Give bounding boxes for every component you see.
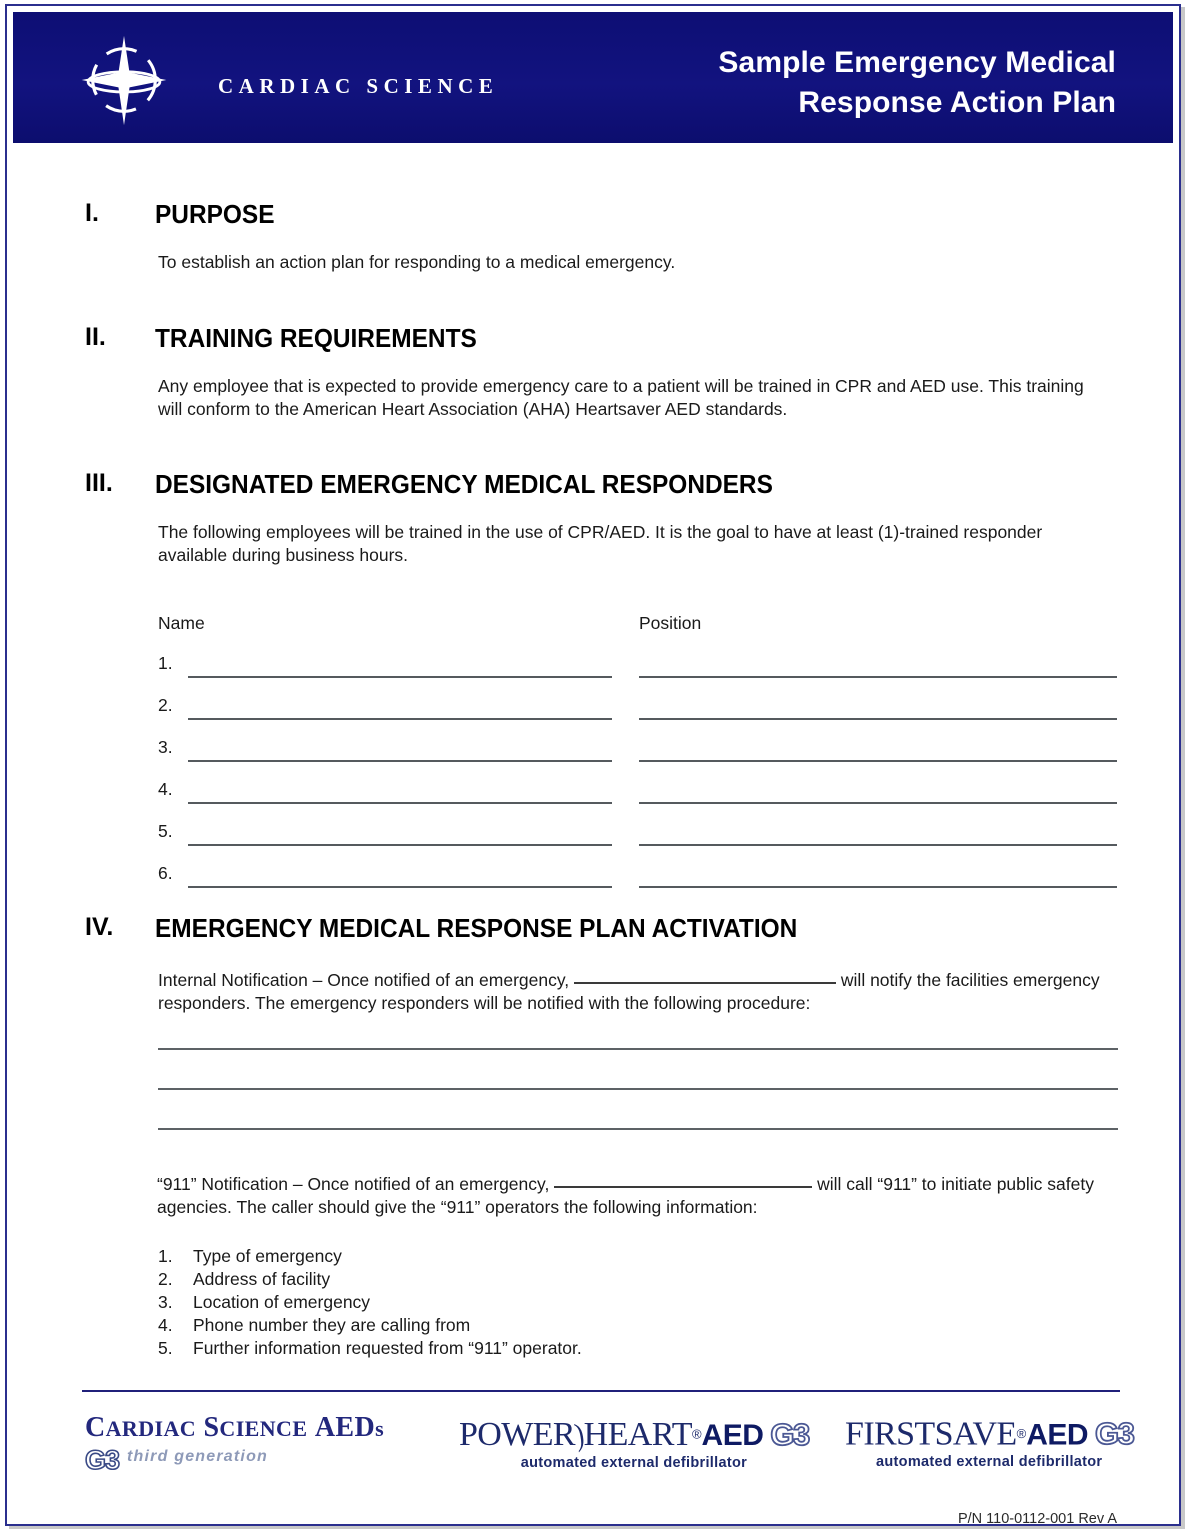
fs-ave: AVE <box>952 1415 1017 1453</box>
firstsave-wordmark <box>845 1417 1133 1457</box>
section-body: The following employees will be trained in the use of CPR/AED. It is the goal to have at least (1)-trained responder available during business hours. <box>158 522 1043 565</box>
column-header-name: Name <box>158 613 205 633</box>
section-number: IV. <box>85 913 114 941</box>
info-item-text: Phone number they are calling from <box>193 1315 471 1335</box>
section-title: TRAINING REQUIREMENTS <box>155 323 477 353</box>
g3-badge: G3 <box>85 1445 120 1475</box>
responder-name-field-3[interactable] <box>188 760 612 762</box>
responder-name-field-4[interactable] <box>188 802 612 804</box>
nine11-notification-line2: agencies. The caller should give the “911” operators the following information: <box>157 1197 758 1217</box>
powerheart-tagline: automated external defibrillator <box>520 1455 748 1471</box>
responder-position-field-6[interactable] <box>639 886 1117 888</box>
info-item-number: 4. <box>158 1315 173 1335</box>
ph-aed: AED <box>701 1419 764 1452</box>
registered-mark-icon: ® <box>691 1426 702 1442</box>
cardiac-science-aeds-logo <box>85 1412 385 1475</box>
g3-badge: G3 <box>770 1417 809 1452</box>
section-title: DESIGNATED EMERGENCY MEDICAL RESPONDERS <box>155 469 773 499</box>
section-body: To establish an action plan for responding to a medical emergency. <box>158 252 676 272</box>
cs-aed: AED <box>314 1412 376 1443</box>
brand-wordmark-text: CARDIAC SCIENCE <box>218 74 499 98</box>
nine11-caller-field[interactable] <box>554 1186 812 1188</box>
ph-heart: HEART <box>583 1416 692 1453</box>
third-generation-tagline: third generation <box>127 1448 269 1465</box>
responder-row-number: 5. <box>158 821 173 841</box>
firstsave-aed-g3-logo <box>845 1417 1133 1470</box>
ph-swoosh-icon: ) <box>572 1415 587 1453</box>
responder-row-number: 3. <box>158 737 173 757</box>
compass-star-icon <box>78 34 170 126</box>
info-item-number: 1. <box>158 1246 173 1266</box>
responder-position-field-2[interactable] <box>639 718 1117 720</box>
procedure-blank-line-2[interactable] <box>158 1088 1118 1090</box>
responder-position-field-5[interactable] <box>639 844 1117 846</box>
powerheart-wordmark <box>459 1417 809 1458</box>
document-title <box>556 43 1116 123</box>
info-item-text: Type of emergency <box>193 1246 342 1266</box>
info-item-number: 5. <box>158 1338 173 1358</box>
section-number: III. <box>85 469 113 497</box>
cs-aeds-s: s <box>375 1416 385 1441</box>
responder-position-field-3[interactable] <box>639 760 1117 762</box>
part-number: P/N 110-0112-001 Rev A <box>957 1511 1117 1526</box>
responder-name-field-1[interactable] <box>188 676 612 678</box>
document-page <box>5 4 1181 1526</box>
responder-row-number: 6. <box>158 863 173 883</box>
firstsave-tagline: automated external defibrillator <box>876 1454 1103 1471</box>
document-title-line1: Sample Emergency Medical <box>718 46 1116 79</box>
document-body <box>7 143 1179 1525</box>
info-item-text: Address of facility <box>193 1269 331 1289</box>
responder-name-field-5[interactable] <box>188 844 612 846</box>
cardiac-science-aeds-wordmark <box>85 1413 384 1444</box>
fs-f: F <box>845 1415 864 1453</box>
section-title: PURPOSE <box>155 199 275 229</box>
info-item-number: 3. <box>158 1292 173 1312</box>
fs-irst: IRST <box>863 1415 935 1453</box>
internal-notifier-field[interactable] <box>574 982 836 984</box>
g3-badge: G3 <box>1095 1416 1134 1452</box>
nine11-notification-suffix: will call “911” to initiate public safety <box>817 1174 1094 1194</box>
cardiac-science-aeds-sub <box>85 1445 384 1475</box>
footer-divider <box>82 1390 1120 1392</box>
cs-ardiac: ARDIAC <box>105 1416 197 1441</box>
cs-s: S <box>203 1412 220 1443</box>
registered-mark-icon: ® <box>1016 1426 1027 1441</box>
info-item-text: Further information requested from “911” operator. <box>193 1338 582 1358</box>
cs-cience: CIENCE <box>219 1416 308 1441</box>
powerheart-aed-g3-logo <box>459 1417 809 1471</box>
nine11-notification-paragraph <box>157 1173 1125 1219</box>
procedure-blank-line-3[interactable] <box>158 1128 1118 1130</box>
responder-position-field-4[interactable] <box>639 802 1117 804</box>
internal-notification-prefix: Internal Notification – Once notified of an emergency, <box>158 970 570 990</box>
ph-power: POWER <box>459 1416 576 1453</box>
section-body: Any employee that is expected to provide emergency care to a patient will be trained in CPR and AED use. This training will conform to the American Heart Association (AHA) Heartsaver AED standards. <box>158 376 1084 419</box>
nine11-notification-prefix: “911” Notification – Once notified of an emergency, <box>157 1174 550 1194</box>
responder-row-number: 4. <box>158 779 173 799</box>
document-header <box>13 12 1173 143</box>
section-number: II. <box>85 323 106 351</box>
fs-s: S <box>934 1415 953 1453</box>
responder-row-number: 1. <box>158 653 173 673</box>
brand-wordmark <box>218 74 498 99</box>
internal-notification-suffix: will notify the facilities emergency <box>840 970 1100 990</box>
column-header-position: Position <box>639 613 702 633</box>
footer-logos <box>7 1401 1179 1521</box>
procedure-blank-line-1[interactable] <box>158 1048 1118 1050</box>
document-title-line2: Response Action Plan <box>798 86 1116 119</box>
responder-position-field-1[interactable] <box>639 676 1117 678</box>
responder-row-number: 2. <box>158 695 173 715</box>
responder-name-field-6[interactable] <box>188 886 612 888</box>
section-title: EMERGENCY MEDICAL RESPONSE PLAN ACTIVATION <box>155 913 798 943</box>
internal-notification-paragraph <box>158 969 1118 1015</box>
section-number: I. <box>85 199 99 227</box>
info-item-number: 2. <box>158 1269 173 1289</box>
info-item-text: Location of emergency <box>193 1292 371 1312</box>
cs-c: C <box>85 1412 106 1443</box>
fs-aed: AED <box>1026 1418 1089 1452</box>
responder-name-field-2[interactable] <box>188 718 612 720</box>
internal-notification-line2: responders. The emergency responders will be notified with the following procedure: <box>158 993 811 1013</box>
